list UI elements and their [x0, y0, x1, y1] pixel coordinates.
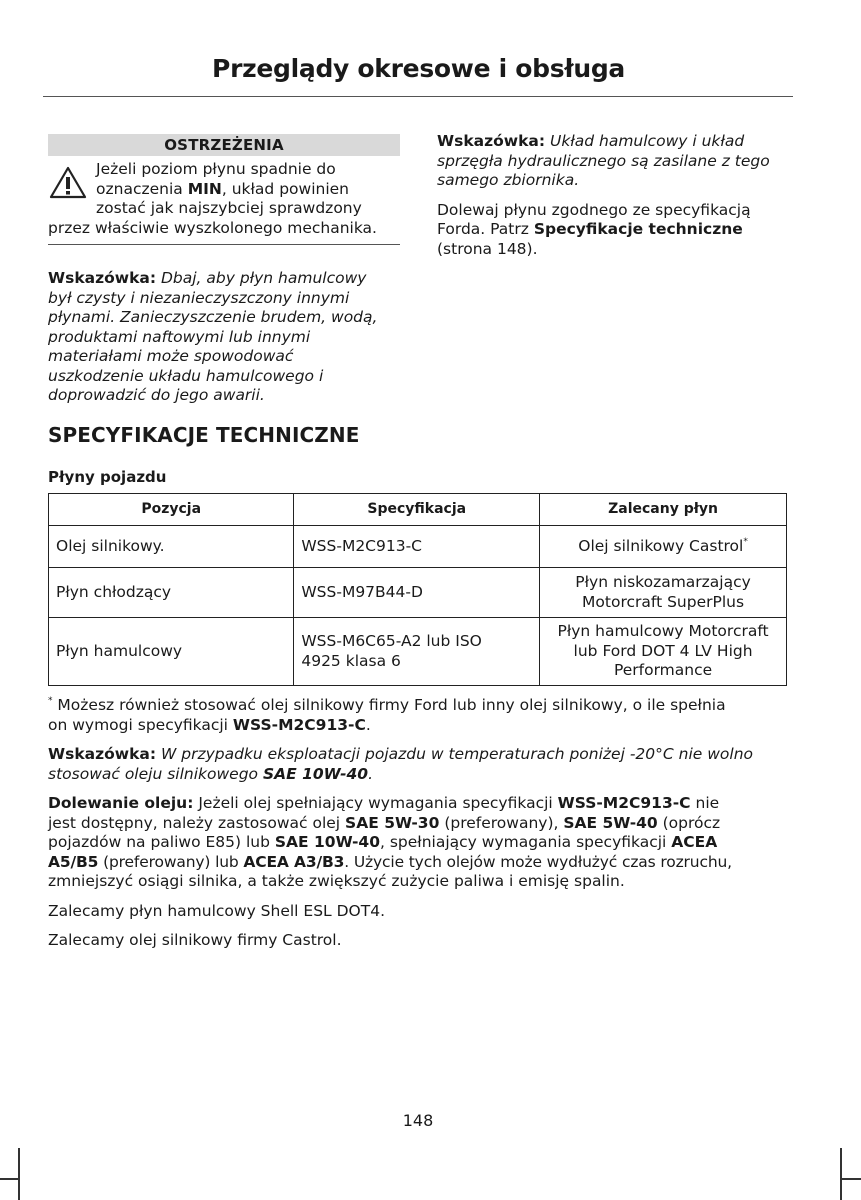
right-column [437, 132, 793, 259]
crop-mark [0, 1178, 18, 1180]
warning-triangle-icon [49, 166, 87, 200]
table-cell: Płyn hamulcowy Motorcraft lub Ford DOT 4 LV High Performance [540, 618, 787, 686]
warning-line: Jeżeli poziom płynu spadnie do [96, 160, 336, 178]
table-row [49, 526, 787, 568]
table-header: Pozycja [49, 494, 294, 526]
section-subtitle: Płyny pojazdu [48, 468, 167, 486]
crop-mark [841, 1178, 861, 1180]
footnote: * Możesz również stosować olej silnikowy firmy Ford lub inny olej silnikowy, o ile spełnia on wymogi specyfikacji WSS-M2C913-C. [48, 696, 726, 734]
warning-line: zostać jak najszybciej sprawdzony [96, 199, 362, 217]
temperature-note: Wskazówka: W przypadku eksploatacji pojazdu w temperaturach poniżej -20°C nie wolno stosować oleju silnikowego SAE 10W-40. [48, 745, 754, 783]
fluids-table [48, 493, 787, 686]
table-cell: WSS-M97B44-D [294, 568, 540, 618]
table-cell: Olej silnikowy. [49, 526, 294, 568]
warning-rule [48, 244, 400, 245]
page-title: Przeglądy okresowe i obsługa [212, 54, 625, 83]
warning-line: przez właściwie wyszkolonego mechanika. [48, 218, 377, 237]
section-title: SPECYFIKACJE TECHNICZNE [48, 423, 360, 447]
brake-fluid-recommendation: Zalecamy płyn hamulcowy Shell ESL DOT4. [48, 901, 386, 920]
warning-box [48, 160, 400, 245]
table-cell: Płyn chłodzący [49, 568, 294, 618]
warning-heading: OSTRZEŻENIA [48, 134, 400, 156]
header-rule [43, 96, 793, 97]
crop-mark [18, 1148, 20, 1200]
table-cell: Płyn niskozamarzający Motorcraft SuperPlus [540, 568, 787, 618]
table-cell: WSS-M6C65-A2 lub ISO 4925 klasa 6 [294, 618, 540, 686]
table-cell: WSS-M2C913-C [294, 526, 540, 568]
warning-text [48, 160, 400, 238]
table-header: Specyfikacja [294, 494, 540, 526]
table-cell: Olej silnikowy Castrol* [540, 526, 787, 568]
table-header: Zalecany płyn [540, 494, 787, 526]
crop-mark [840, 1148, 842, 1200]
body-text [48, 696, 790, 961]
brake-fluid-note: Wskazówka: Dbaj, aby płyn hamulcowy był czysty i niezanieczyszczony innymi płynami. Zanieczyszczenie brudem, wodą, produktami naftowymi lub innymi materiałami może spowodować uszkodzenie układu hamulcowego i doprowadzić do jego awarii. [48, 269, 378, 404]
left-column [48, 134, 400, 406]
table-cell: Płyn hamulcowy [49, 618, 294, 686]
oil-recommendation: Zalecamy olej silnikowy firmy Castrol. [48, 931, 342, 949]
table-row [49, 568, 787, 618]
oil-topup-paragraph: Dolewanie oleju: Jeżeli olej spełniający wymagania specyfikacji WSS-M2C913-C nie jest dostępny, należy zastosować olej SAE 5W-30 (preferowany), SAE 5W-40 (oprócz pojazdów na paliwo E85) lub SAE 10W-40, spełniający wymagania specyfikacji ACEA A5/B5 (preferowany) lub ACEA A3/B3. Użycie tych olejów może wydłużyć czas rozruchu, zmniejszyć osiągi silnika, a także zwiększyć zużycie paliwa i emisję spalin. [48, 794, 732, 890]
spec-link[interactable]: Specyfikacje techniczne [533, 220, 743, 238]
page-number: 148 [402, 1111, 434, 1130]
table-header-row [49, 494, 787, 526]
table-row [49, 618, 787, 686]
min-mark: MIN [187, 179, 222, 198]
topup-instruction: Dolewaj płynu zgodnego ze specyfikacją Forda. Patrz Specyfikacje techniczne (strona 148). [437, 200, 751, 258]
warning-line: oznaczenia MIN, układ powinien [96, 179, 349, 198]
reservoir-note: Wskazówka: Układ hamulcowy i układ sprzęgła hydraulicznego są zasilane z tego samego zbiornika. [437, 132, 770, 189]
